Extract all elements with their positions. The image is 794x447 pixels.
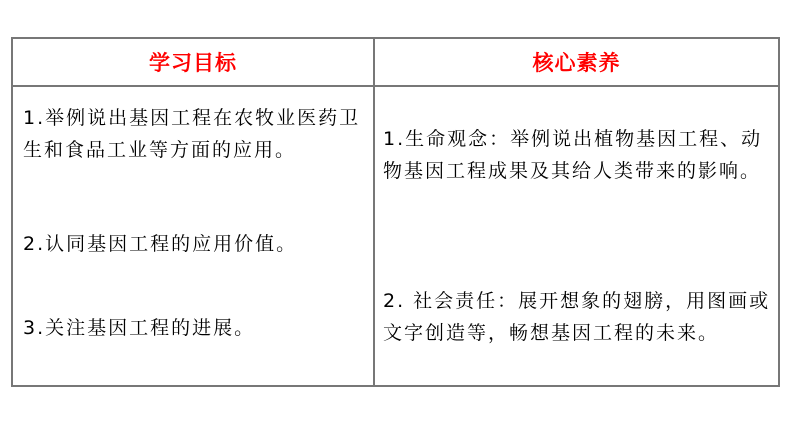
learning-objective-3: 3.关注基因工程的进展。 <box>23 317 256 339</box>
learning-objectives-column <box>13 39 373 385</box>
core-literacy-1: 1.生命观念：举例说出植物基因工程、动物基因工程成果及其给人类带来的影响。 <box>383 128 763 182</box>
learning-objectives-header: 学习目标 <box>13 39 373 87</box>
learning-objective-2: 2.认同基因工程的应用价值。 <box>23 233 298 255</box>
core-literacy-2: 2. 社会责任：展开想象的翅膀，用图画或文字创造等，畅想基因工程的未来。 <box>383 290 771 344</box>
core-literacy-column <box>375 39 778 385</box>
objectives-table <box>11 37 780 387</box>
learning-objective-1: 1.举例说出基因工程在农牧业医药卫生和食品工业等方面的应用。 <box>23 107 361 161</box>
core-literacy-header: 核心素养 <box>375 39 778 87</box>
